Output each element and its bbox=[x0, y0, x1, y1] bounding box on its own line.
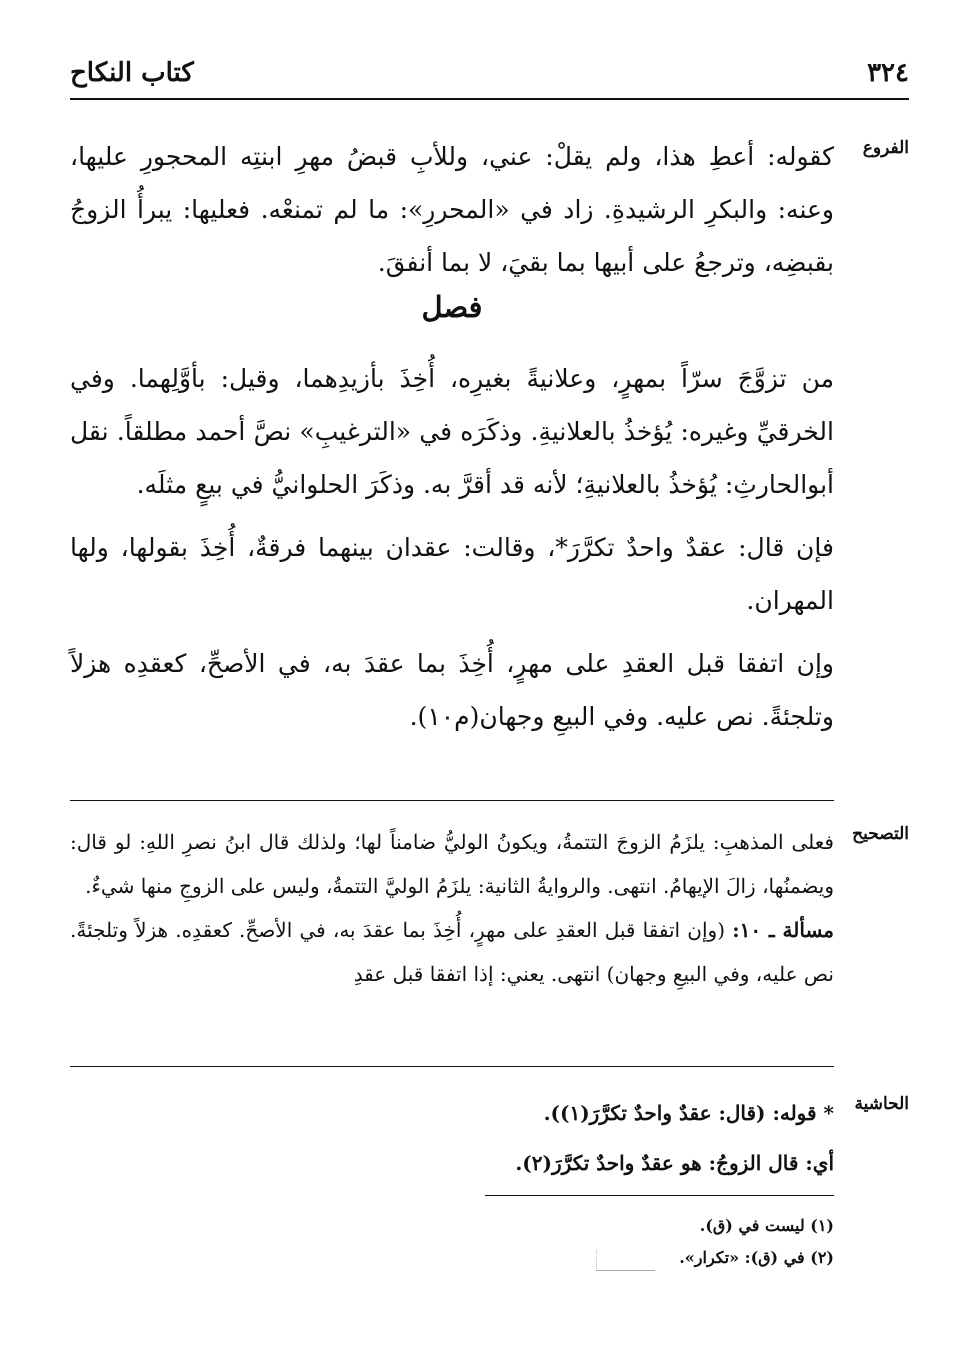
scan-mark bbox=[596, 1250, 655, 1271]
header-rule bbox=[70, 98, 909, 100]
fasl-paragraph-3: وإن اتفقا قبل العقدِ على مهرٍ، أُخِذَ بما عقدَ به، في الأصحِّ، كعقدِه هزلاً وتلجئةً. نص عليه. وفي البيعِ وجهان(م١٠). bbox=[70, 649, 834, 731]
footnotes bbox=[70, 1210, 834, 1274]
footnote-rule bbox=[485, 1195, 834, 1196]
label-tashih: التصحيح bbox=[852, 824, 909, 844]
fasl-paragraph-1: من تزوَّجَ سرّاً بمهرٍ، وعلانيةً بغيرِه، أُخِذَ بأزيدِهما، وقيل: بأوَّلِهما. وفي الخرقيِّ وغيره: يُؤخذُ بالعلانيةِ. وذكَرَه في «الترغيبِ» نصَّ أحمد مطلقاً. نقل أبوالحارثِ: يُؤخذُ بالعلانيةِ؛ لأنه قد أقرَّ به. وذكَرَ الحلوانيُّ في بيعٍ مثلَه. bbox=[70, 364, 834, 499]
page-number: ٣٢٤ bbox=[867, 58, 909, 88]
tashih-paragraph-2 bbox=[70, 908, 834, 996]
hashiya-line-1: * قوله: (قال: عقدٌ واحدٌ تكرَّرَ(١)). bbox=[543, 1101, 834, 1125]
tashih-paragraph-1: فعلى المذهبِ: يلزَمُ الزوجَ التتمةُ، ويكونُ الوليُّ ضامناً لها؛ ولذلك قال ابنُ نصرِ اللهِ: لو قال: ويضمنُها، زالَ الإيهامُ. انتهى. والروايةُ الثانية: يلزَمُ الوليَّ التتمةُ، وليس على الزوجِ منها شيءٌ. bbox=[70, 830, 834, 898]
masala-label: مسألة ـ ١٠: bbox=[732, 918, 835, 942]
label-furu: الفروع bbox=[862, 138, 909, 158]
furu-section bbox=[70, 130, 834, 289]
hashiya-section bbox=[70, 1088, 834, 1188]
footnote-2: (٢) في (ق): «تكرار». bbox=[679, 1248, 834, 1267]
fasl-heading: فصل bbox=[421, 290, 483, 324]
footnote-1: (١) ليست في (ق). bbox=[699, 1216, 834, 1235]
fasl-paragraph-2: فإن قال: عقدٌ واحدٌ تكرَّرَ*، وقالت: عقدان بينهما فرقةٌ، أُخِذَ بقولها، ولها المهران. bbox=[70, 533, 834, 615]
page-header bbox=[70, 58, 909, 94]
fasl-section bbox=[70, 352, 834, 753]
tashih-section bbox=[70, 820, 834, 996]
hashiya-line-2: أي: قال الزوجُ: هو عقدٌ واحدٌ تكرَّرَ(٢). bbox=[515, 1151, 834, 1175]
furu-paragraph: كقوله: أعطِ هذا، ولم يقلْ: عني، وللأبِ قبضُ مهرِ ابنتِه المحجورِ عليها، وعنه: والبكرِ الرشيدةِ. زاد في «المحررِ»: ما لم تمنعْه. فعليها: يبرأُ الزوجُ بقبضِه، وترجعُ على أبيها بما بقيَ، لا بما أنفقَ. bbox=[70, 142, 834, 277]
section-divider bbox=[70, 1066, 834, 1067]
label-hashiya: الحاشية bbox=[854, 1094, 909, 1114]
book-title: كتاب النكاح bbox=[70, 58, 194, 88]
masala-text: (وإن اتفقا قبل العقدِ على مهرٍ، أُخِذَ بما عقدَ به، في الأصحِّ. كعقدِه. هزلاً وتلجئةً. نص عليه، وفي البيعِ وجهان) انتهى. يعني: إذا اتفقا قبل عقدِ bbox=[70, 918, 834, 986]
section-divider bbox=[70, 800, 834, 801]
